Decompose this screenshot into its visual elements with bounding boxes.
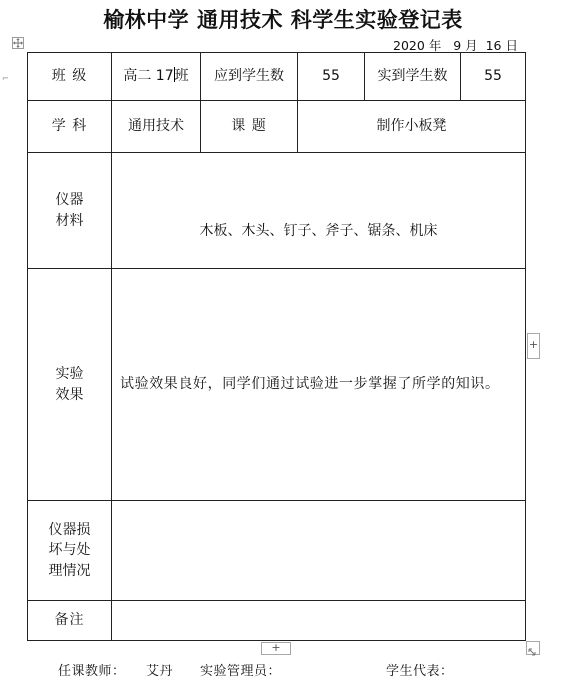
subject-value[interactable]: 通用技术 — [112, 101, 201, 153]
damage-label-line: 仪器损 — [48, 522, 91, 539]
topic-value[interactable]: 制作小板凳 — [298, 101, 526, 153]
effect-label-line: 实验 — [55, 366, 84, 383]
expected-students-label: 应到学生数 — [201, 53, 298, 101]
table-row — [28, 601, 526, 641]
add-row-icon[interactable]: + — [261, 642, 291, 655]
topic-label: 课 题 — [201, 101, 298, 153]
materials-value[interactable] — [112, 153, 526, 269]
effect-label — [28, 269, 112, 501]
subject-label: 学 科 — [28, 101, 112, 153]
table-row — [28, 101, 526, 153]
remarks-value[interactable] — [112, 601, 526, 641]
actual-students-label: 实到学生数 — [365, 53, 461, 101]
materials-label — [28, 153, 112, 269]
damage-label-line: 坏与处 — [48, 542, 91, 559]
student-representative-label: 学生代表： — [386, 664, 454, 679]
effect-value-text: 试验效果良好，同学们通过试验进一步掌握了所学的知识。 — [120, 376, 500, 393]
actual-students-value[interactable]: 55 — [461, 53, 526, 101]
effect-label-line: 效果 — [55, 386, 84, 403]
registration-date: 2020 年 9 月 16 日 — [393, 38, 518, 53]
damage-value[interactable] — [112, 501, 526, 601]
class-value-cell[interactable] — [112, 53, 201, 101]
materials-value-text: 木板、木头、钉子、斧子、锯条、机床 — [199, 223, 438, 240]
materials-label-line: 材料 — [55, 212, 84, 229]
materials-label-line: 仪器 — [55, 192, 84, 209]
effect-value[interactable] — [112, 269, 526, 501]
lab-manager-label: 实验管理员： — [200, 664, 282, 679]
remarks-label: 备注 — [28, 601, 112, 641]
class-value-text: 高二 17 — [123, 68, 174, 85]
table-row — [28, 53, 526, 101]
table-row — [28, 269, 526, 501]
table-row — [28, 153, 526, 269]
table-row — [28, 501, 526, 601]
teacher-name: 艾丹 — [146, 664, 174, 679]
class-value-suffix: 班 — [174, 68, 189, 85]
damage-label — [28, 501, 112, 601]
registration-table — [27, 52, 526, 641]
table-resize-icon[interactable] — [526, 641, 540, 655]
document-title: 榆林中学 通用技术 科学生实验登记表 — [103, 8, 463, 32]
expected-students-value[interactable]: 55 — [298, 53, 365, 101]
damage-label-line: 理情况 — [48, 562, 91, 579]
add-column-icon[interactable]: + — [527, 333, 540, 359]
teacher-label: 任课教师： — [58, 664, 126, 679]
table-move-handle-icon[interactable] — [12, 37, 24, 49]
margin-marker: ⌐ — [2, 74, 9, 83]
class-label: 班 级 — [28, 53, 112, 101]
